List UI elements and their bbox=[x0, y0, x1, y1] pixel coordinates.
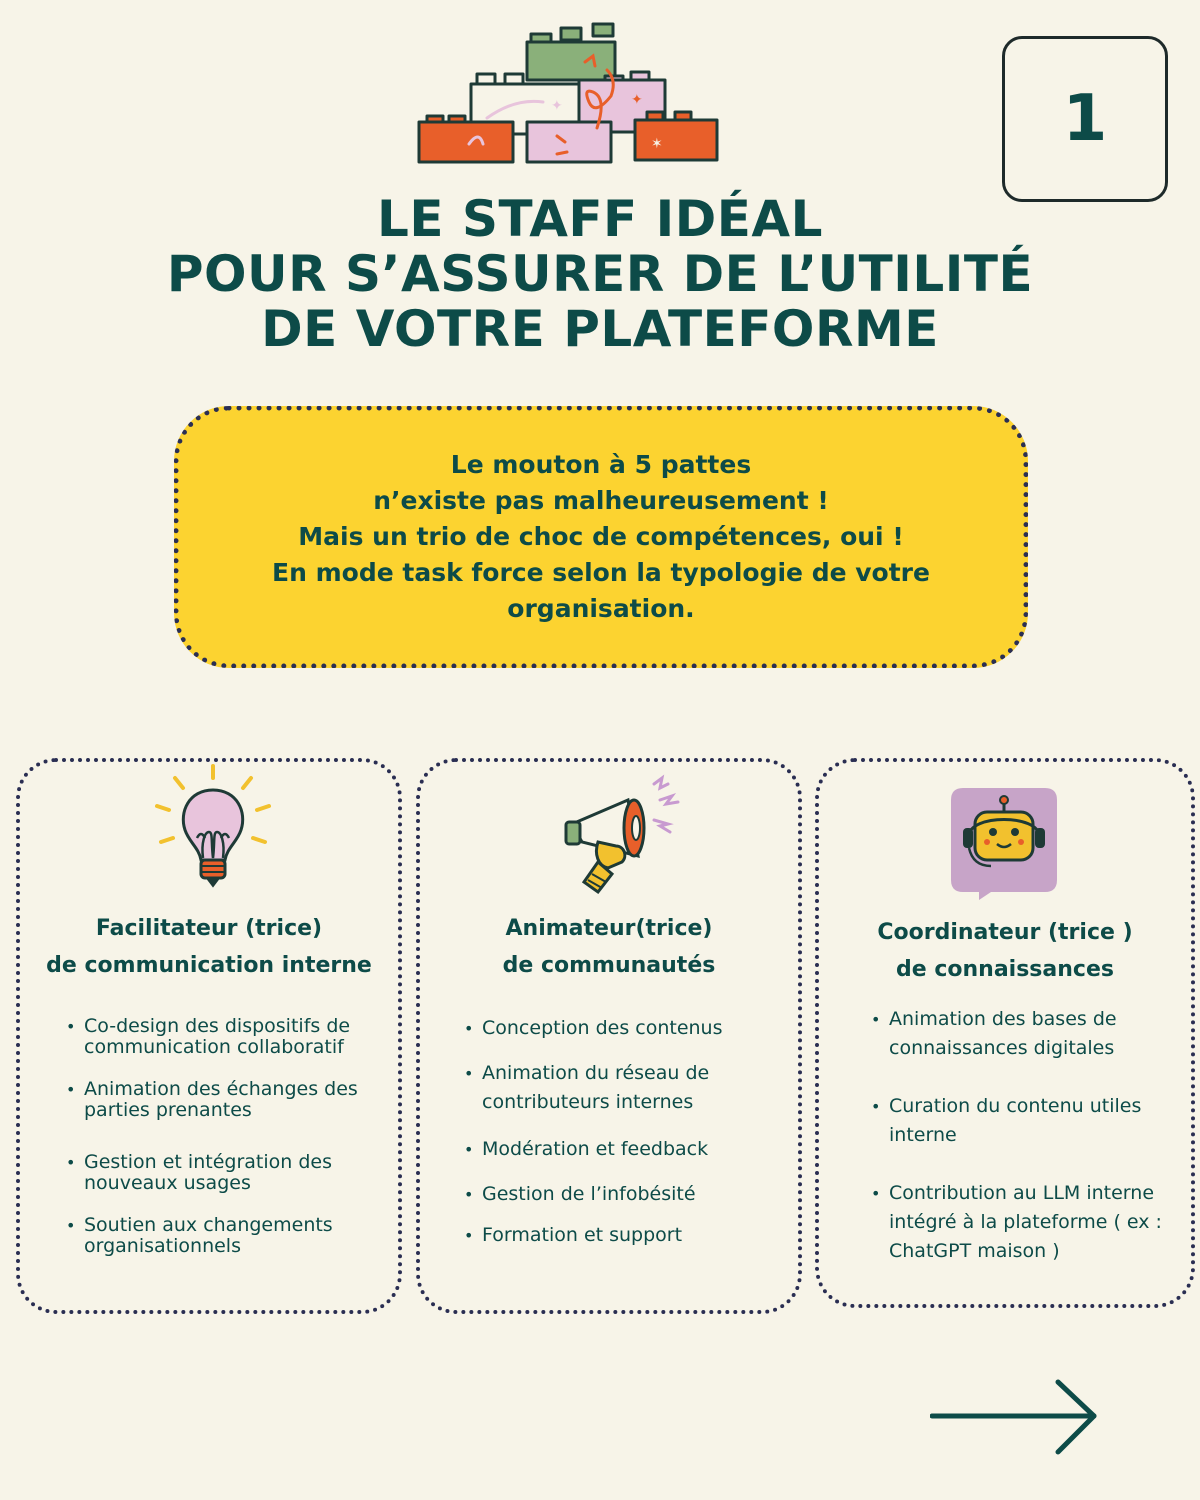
list-item: • Soutien aux changements organisationnels bbox=[66, 1215, 376, 1257]
card-skill-list bbox=[66, 1016, 376, 1257]
next-arrow-icon[interactable] bbox=[930, 1378, 1100, 1458]
callout-line-1: Le mouton à 5 pattes bbox=[450, 450, 752, 479]
title-line-2: POUR S’ASSURER DE L’UTILITÉ bbox=[166, 245, 1034, 303]
svg-text:✶: ✶ bbox=[651, 136, 663, 152]
title-line-1: LE STAFF IDÉAL bbox=[377, 190, 823, 248]
building-blocks-illustration bbox=[415, 18, 725, 168]
card-skill-list bbox=[871, 1005, 1171, 1266]
list-item: • Animation des échanges des parties prenantes bbox=[66, 1079, 376, 1121]
list-item: • Contribution au LLM interne intégré à la plateforme ( ex : ChatGPT maison ) bbox=[871, 1179, 1171, 1266]
list-item: • Co-design des dispositifs de communication collaboratif bbox=[66, 1016, 376, 1058]
svg-text:✦: ✦ bbox=[551, 98, 563, 114]
card-title-line-2: de communication interne bbox=[46, 953, 372, 978]
role-card-animator bbox=[416, 758, 802, 1314]
callout-line-3: Mais un trio de choc de compétences, oui ! bbox=[298, 522, 904, 551]
megaphone-icon bbox=[558, 770, 698, 900]
role-card-facilitator bbox=[16, 758, 402, 1314]
lightbulb-icon bbox=[153, 762, 273, 892]
card-title bbox=[420, 910, 798, 984]
list-item: • Gestion et intégration des nouveaux usages bbox=[66, 1152, 376, 1194]
card-title-line-1: Facilitateur (trice) bbox=[95, 916, 323, 941]
page-number: 1 bbox=[1002, 36, 1168, 202]
card-title-line-2: de communautés bbox=[502, 953, 716, 978]
list-item: • Curation du contenu utiles interne bbox=[871, 1092, 1171, 1150]
callout-line-4: En mode task force selon la typologie de votre bbox=[272, 558, 930, 587]
list-item: • Modération et feedback bbox=[464, 1135, 784, 1164]
card-title bbox=[20, 910, 398, 984]
title-line-3: DE VOTRE PLATEFORME bbox=[261, 300, 939, 358]
list-item: • Animation des bases de connaissances digitales bbox=[871, 1005, 1171, 1063]
card-skill-list bbox=[464, 1014, 784, 1250]
card-title-line-2: de connaissances bbox=[896, 957, 1114, 982]
list-item: • Conception des contenus bbox=[464, 1014, 784, 1043]
list-item: • Animation du réseau de contributeurs internes bbox=[464, 1059, 784, 1117]
card-title bbox=[819, 914, 1191, 988]
card-title-line-1: Animateur(trice) bbox=[505, 916, 713, 941]
svg-text:✦: ✦ bbox=[631, 92, 643, 108]
callout-line-5: organisation. bbox=[507, 594, 695, 623]
page-title bbox=[100, 192, 1100, 357]
role-card-coordinator bbox=[815, 758, 1195, 1308]
list-item: • Gestion de l’infobésité bbox=[464, 1180, 784, 1209]
list-item: • Formation et support bbox=[464, 1221, 784, 1250]
card-title-line-1: Coordinateur (trice ) bbox=[877, 920, 1133, 945]
robot-chat-icon bbox=[949, 786, 1059, 902]
callout-line-2: n’existe pas malheureusement ! bbox=[373, 486, 829, 515]
intro-callout bbox=[174, 406, 1028, 668]
